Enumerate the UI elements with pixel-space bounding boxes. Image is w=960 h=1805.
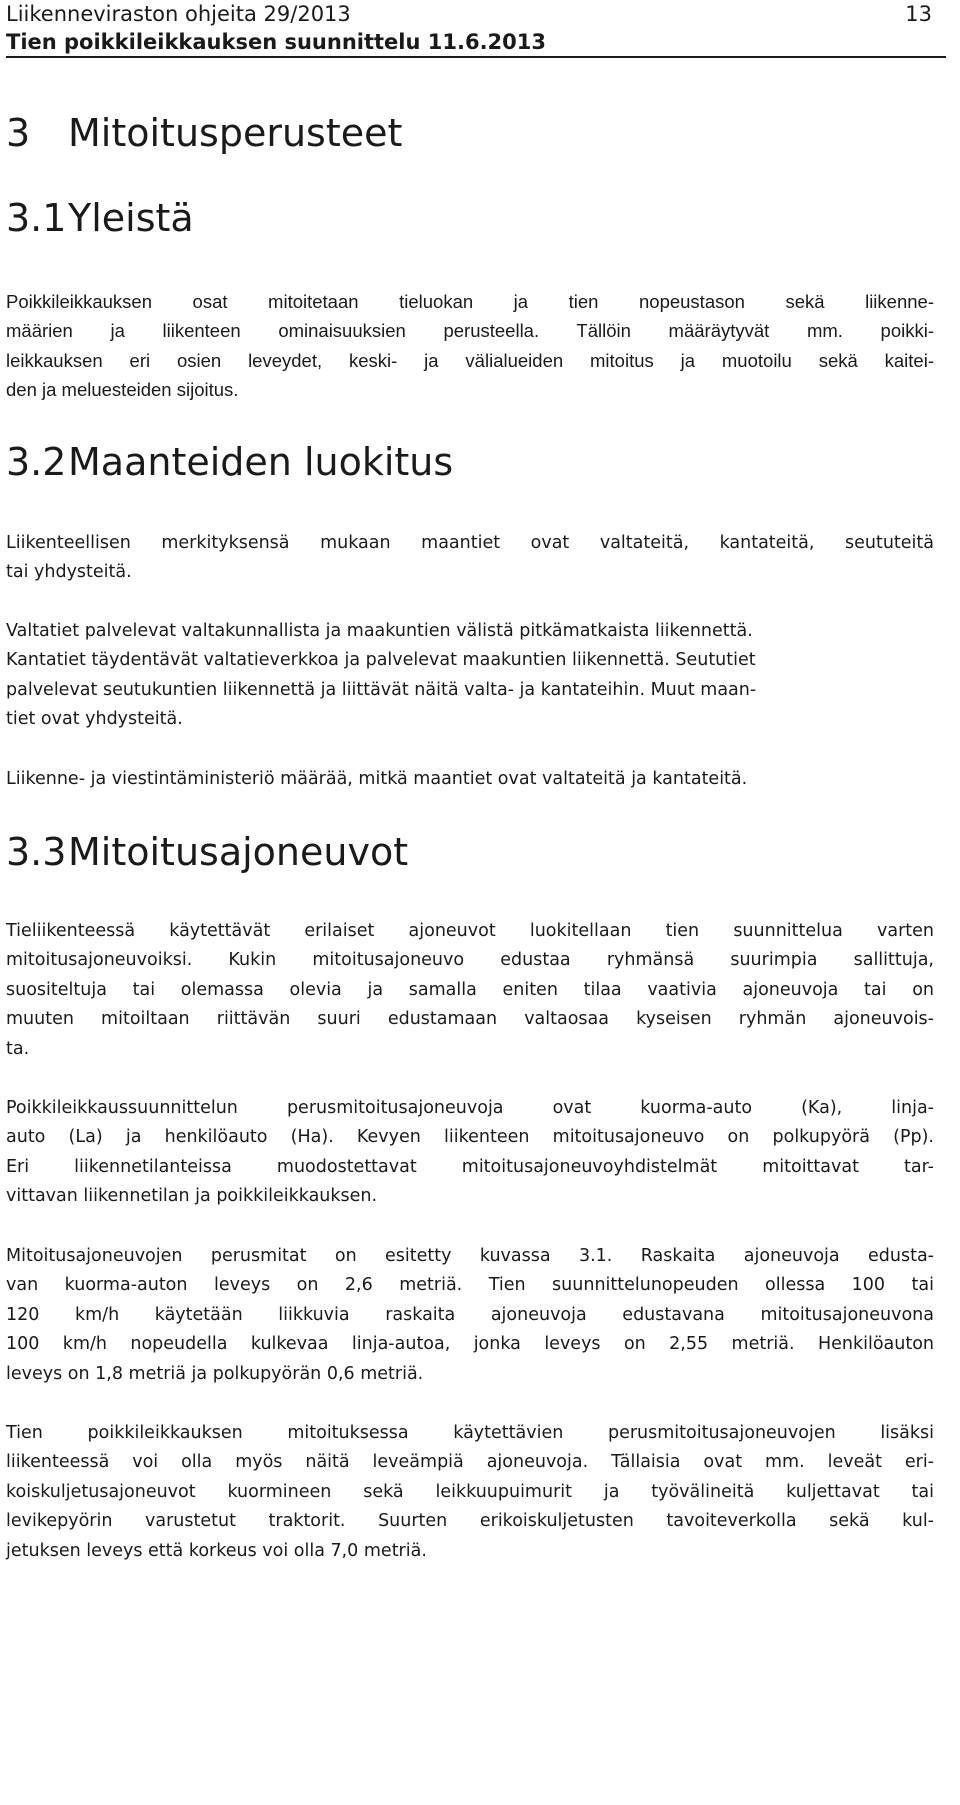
- text-line: määrien ja liikenteen ominaisuuksien perusteella. Tällöin määräytyvät mm. poikki-: [6, 320, 934, 342]
- text-line: Tien poikkileikkauksen mitoituksessa käytettävien perusmitoitusajoneuvojen lisäksi: [6, 1423, 934, 1443]
- text-line: Poikkileikkaussuunnittelun perusmitoitusajoneuvoja ovat kuorma-auto (Ka), linja-: [6, 1098, 934, 1118]
- text-line: Tieliikenteessä käytettävät erilaiset ajoneuvot luokitellaan tien suunnittelua varten: [6, 921, 934, 941]
- text-line: Liikenteellisen merkityksensä mukaan maantiet ovat valtateitä, kantateitä, seututeitä: [6, 533, 934, 553]
- text-line: leveys on 1,8 metriä ja polkupyörän 0,6 metriä.: [6, 1363, 424, 1384]
- paragraph: [6, 1419, 934, 1566]
- text-line: tai yhdysteitä.: [6, 562, 132, 583]
- text-line: suositeltuja tai olemassa olevia ja samalla eniten tilaa vaativia ajoneuvoja tai on: [6, 979, 934, 1000]
- section-title: Yleistä: [68, 196, 194, 240]
- text-line: jetuksen leveys että korkeus voi olla 7,0 metriä.: [6, 1540, 427, 1561]
- publication-series: Liikenneviraston ohjeita 29/2013: [6, 2, 351, 26]
- text-line: liikenteessä voi olla myös näitä leveämpiä ajoneuvoja. Tällaisia ovat mm. leveät eri-: [6, 1452, 934, 1473]
- paragraph: [6, 1094, 934, 1212]
- text-line: 100 km/h nopeudella kulkevaa linja-autoa, jonka leveys on 2,55 metriä. Henkilöauton: [6, 1334, 934, 1355]
- text-line: koiskuljetusajoneuvot kuormineen sekä leikkuupuimurit ja työvälineitä kuljettavat tai: [6, 1481, 934, 1502]
- text-line: ta.: [6, 1038, 30, 1059]
- section-number: 3.1: [6, 196, 67, 240]
- section-title: Mitoitusajoneuvot: [68, 830, 409, 874]
- chapter-number: 3: [6, 111, 31, 155]
- paragraph: [6, 529, 934, 588]
- text-line: mitoitusajoneuvoiksi. Kukin mitoitusajoneuvo edustaa ryhmänsä suurimpia sallittuja,: [6, 950, 934, 971]
- text-line: den ja meluesteiden sijoitus.: [6, 379, 239, 401]
- chapter-heading: [6, 108, 402, 158]
- text-line: 120 km/h käytetään liikkuvia raskaita ajoneuvoja edustavana mitoitusajoneuvona: [6, 1304, 934, 1325]
- text-line: auto (La) ja henkilöauto (Ha). Kevyen liikenteen mitoitusajoneuvo on polkupyörä (Pp).: [6, 1127, 934, 1148]
- paragraph: [6, 917, 934, 1064]
- page-number: 13: [905, 2, 932, 26]
- document-title: Tien poikkileikkauksen suunnittelu 11.6.2013: [6, 30, 546, 54]
- section-heading: [6, 437, 453, 487]
- text-line: levikepyörin varustetut traktorit. Suurten erikoiskuljetusten tavoiteverkolla sekä kul-: [6, 1511, 934, 1532]
- text-line: palvelevat seutukuntien liikennettä ja liittävät näitä valta- ja kantateihin. Muut maan-: [6, 679, 757, 700]
- text-line: van kuorma-auton leveys on 2,6 metriä. Tien suunnittelunopeuden ollessa 100 tai: [6, 1275, 934, 1296]
- section-number: 3.2: [6, 440, 67, 484]
- text-line: Valtatiet palvelevat valtakunnallista ja maakuntien välistä pitkämatkaista liikennettä.: [6, 621, 753, 641]
- paragraph: [6, 617, 934, 735]
- text-line: vittavan liikennetilan ja poikkileikkauksen.: [6, 1186, 378, 1207]
- text-line: leikkauksen eri osien leveydet, keski- ja välialueiden mitoitus ja muotoilu sekä kaitei-: [6, 349, 934, 371]
- section-heading: [6, 827, 408, 877]
- text-line: Poikkileikkauksen osat mitoitetaan tieluokan ja tien nopeustason sekä liikenne-: [6, 291, 934, 312]
- section-heading: [6, 193, 194, 243]
- text-line: muuten mitoiltaan riittävän suuri edustamaan valtaosaa kyseisen ryhmän ajoneuvois-: [6, 1009, 934, 1030]
- page-header: [6, 0, 946, 58]
- section-number: 3.3: [6, 830, 67, 874]
- text-line: Liikenne- ja viestintäministeriö määrää, mitkä maantiet ovat valtateitä ja kantateitä.: [6, 769, 748, 789]
- text-line: tiet ovat yhdysteitä.: [6, 709, 183, 730]
- text-line: Eri liikennetilanteissa muodostettavat mitoitusajoneuvoyhdistelmät mitoittavat tar-: [6, 1156, 934, 1177]
- section-title: Maanteiden luokitus: [68, 440, 454, 484]
- paragraph: [6, 1242, 934, 1389]
- paragraph: [6, 287, 934, 405]
- text-line: Kantatiet täydentävät valtatieverkkoa ja palvelevat maakuntien liikennettä. Seututiet: [6, 650, 756, 671]
- paragraph: [6, 765, 934, 794]
- text-line: Mitoitusajoneuvojen perusmitat on esitetty kuvassa 3.1. Raskaita ajoneuvoja edusta-: [6, 1246, 934, 1266]
- chapter-title: Mitoitusperusteet: [68, 111, 403, 155]
